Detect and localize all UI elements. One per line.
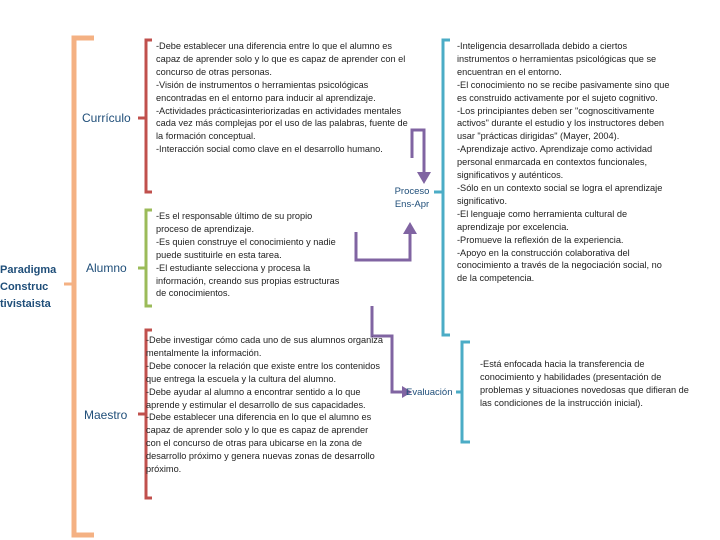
proceso-text-line: -Los principiantes deben ser "cognoscitivamente [457, 105, 655, 116]
connector-curriculo-proceso [412, 130, 424, 174]
proceso-text-line: -El conocimiento no se recibe pasivamente sino que [457, 79, 670, 90]
maestro-text-line: -Debe ayudar al alumno a encontrar sentido a lo que [146, 386, 361, 397]
root-label-line-2: Construc [0, 281, 49, 293]
maestro-text-line: aprende y estimular el desarrollo de sus capacidades. [146, 399, 366, 410]
curriculo-text [156, 40, 408, 156]
proceso-text [457, 40, 669, 285]
proceso-text-line: activos" durante el estudio y los instructores deben [457, 118, 665, 129]
arrowhead-proceso-top [417, 172, 431, 184]
proceso-text-line: -Aprendizaje activo. Aprendizaje como actividad [457, 144, 653, 155]
proceso-text-line: personal enmarcada en contextos funcionales, [457, 157, 647, 168]
evaluacion-text-line: problemas y situaciones novedosas que difieran de [480, 384, 689, 395]
alumno-text-line: -Es el responsable último de su propio [156, 211, 313, 221]
curriculo-text-line: la formación conceptual. [156, 131, 256, 142]
connector-alumno-proceso [356, 232, 410, 260]
proceso-text-line: -Promueve la reflexión de la experiencia. [457, 234, 624, 245]
curriculo-text-line: -Visión de instrumentos o herramientas psicológicas [156, 79, 369, 90]
evaluacion-label: Evaluación [406, 387, 453, 398]
curriculo-text-line: -Actividades prácticasinteriorizadas en actividades mentales [156, 105, 402, 116]
proceso-text-line: -Apoyo en la construcción colaborativa del [457, 247, 630, 258]
alumno-text-line: proceso de aprendizaje. [156, 223, 255, 234]
alumno-text-line: de conocimientos. [156, 288, 231, 299]
maestro-text-line: -Debe conocer la relación que existe entre los contenidos [146, 360, 380, 371]
maestro-text-line: mentalmente la información. [146, 347, 262, 358]
proceso-text-line: usar "prácticas dirigidas" (Mayer, 2004). [457, 131, 620, 142]
arrowhead-proceso-bottom [403, 222, 417, 234]
evaluacion-text-line: las condiciones de la instrucción inicial). [480, 397, 643, 408]
maestro-text-line: que entrega la escuela y la cultura del alumno. [146, 373, 336, 384]
proceso-text-line: -Inteligencia desarrollada debido a ciertos [457, 41, 628, 51]
maestro-text [146, 334, 383, 476]
proceso-text-line: significativos y auténticos. [457, 170, 564, 181]
maestro-text-line: capaz de aprender solo y lo que es capaz de aprender [146, 425, 369, 436]
evaluacion-text-line: conocimiento y habilidades (presentación de [480, 371, 662, 382]
proceso-label-line-1: Proceso [394, 186, 430, 197]
proceso-label-line-2: Ens-Apr [394, 199, 430, 210]
proceso-text-line: instrumentos o herramientas psicológicas que se [457, 53, 657, 64]
maestro-label: Maestro [84, 408, 128, 422]
evaluacion-text-line: -Está enfocada hacia la transferencia de [480, 359, 645, 369]
alumno-label: Alumno [86, 261, 127, 275]
evaluacion-text [480, 358, 689, 410]
curriculo-label: Currículo [82, 111, 131, 125]
proceso-text-line: encuentran en el entorno. [457, 66, 562, 77]
curriculo-text-line: encontradas en el entorno para inducir al aprendizaje. [156, 92, 376, 103]
root-label-line-1: Paradigma [0, 264, 57, 276]
maestro-text-line: -Debe establecer una diferencia en lo que el alumno es [146, 412, 372, 423]
maestro-text-line: con el concurso de otras para ubicarse en la zona de [146, 438, 363, 449]
maestro-text-line: desarrollo próximo y genera nuevas zonas de desarrollo [146, 451, 375, 462]
curriculo-bracket [146, 40, 152, 192]
alumno-text [156, 210, 339, 300]
maestro-text-line: próximo. [146, 464, 182, 475]
curriculo-text-line: capaz de aprender solo y lo que es capaz de aprender con el [156, 53, 406, 64]
proceso-text-line: de la competencia. [457, 273, 535, 284]
curriculo-text-line: concurso de otras personas. [156, 66, 272, 77]
curriculo-text-line: cada vez más complejas por el uso de las palabras, fuente de [156, 118, 408, 129]
alumno-text-line: información, creando sus propias estructuras [156, 275, 340, 286]
curriculo-text-line: -Interacción social como clave en el desarrollo humano. [156, 144, 383, 155]
proceso-bracket [443, 40, 450, 335]
proceso-label [388, 185, 436, 211]
root-label-line-3: tivistaista [0, 298, 51, 310]
alumno-bracket [146, 210, 152, 306]
root-label [0, 262, 64, 313]
proceso-text-line: es construido activamente por el sujeto cognitivo. [457, 92, 658, 103]
proceso-text-line: -El lenguaje como herramienta cultural de [457, 208, 628, 219]
curriculo-text-line: -Debe establecer una diferencia entre lo que el alumno es [156, 41, 392, 51]
alumno-text-line: puede sustituirle en esta tarea. [156, 249, 282, 260]
alumno-text-line: -El estudiante selecciona y procesa la [156, 262, 311, 273]
proceso-text-line: -Sólo en un contexto social se logra el aprendizaje [457, 182, 663, 193]
maestro-text-line: -Debe investigar cómo cada uno de sus alumnos organiza [146, 335, 383, 345]
alumno-text-line: -Es quien construye el conocimiento y nadie [156, 236, 336, 247]
proceso-text-line: significativo. [457, 195, 508, 206]
evaluacion-bracket [462, 342, 470, 442]
proceso-text-line: conocimiento a través de la negociación social, no [457, 260, 662, 271]
proceso-text-line: aprendizaje por excelencia. [457, 221, 569, 232]
